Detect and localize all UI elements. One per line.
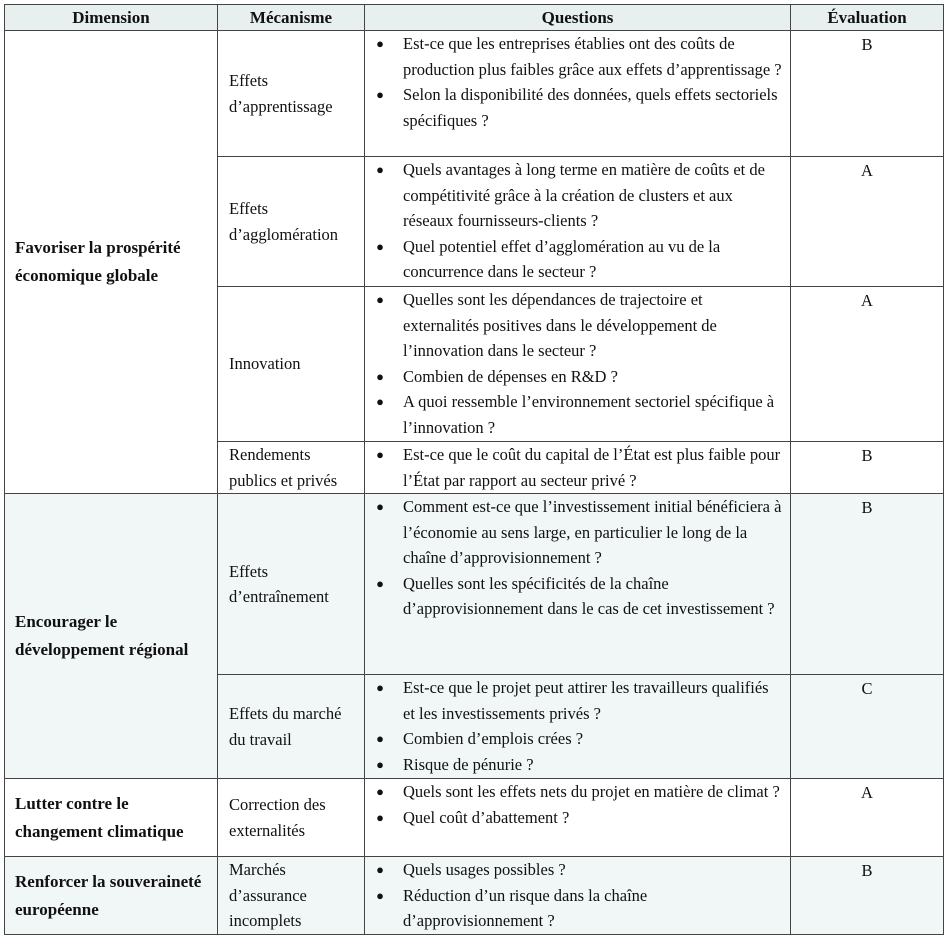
bullet-icon: ● [376, 680, 384, 695]
table-body [5, 31, 944, 935]
question-item [373, 82, 782, 133]
question-text: Quelles sont les dépendances de trajectoire et externalités positives dans le développement de l’innovation dans le secteur ? [403, 290, 717, 360]
question-item [373, 857, 782, 883]
questions-cell [365, 157, 791, 287]
mechanism-cell: Effets d’entraînement [218, 494, 365, 675]
question-list [373, 779, 782, 830]
question-list [373, 442, 782, 493]
header-dimension: Dimension [5, 5, 218, 31]
header-questions: Questions [365, 5, 791, 31]
bullet-icon: ● [376, 87, 384, 102]
question-text: Est-ce que le coût du capital de l’État est plus faible pour l’État par rapport au secteur privé ? [403, 445, 781, 490]
question-item [373, 364, 782, 390]
question-item [373, 675, 782, 726]
dimension-cell: Favoriser la prospérité économique globale [5, 31, 218, 494]
evaluation-cell: A [791, 779, 944, 857]
question-item [373, 883, 782, 934]
questions-cell [365, 857, 791, 935]
bullet-icon: ● [376, 292, 384, 307]
question-text: Réduction d’un risque dans la chaîne d’approvisionnement ? [403, 885, 648, 930]
question-list [373, 857, 782, 934]
question-item [373, 805, 782, 831]
dimension-cell: Renforcer la souveraineté européenne [5, 857, 218, 935]
bullet-icon: ● [376, 36, 384, 51]
question-text: Combien de dépenses en R&D ? [403, 366, 618, 386]
question-item [373, 571, 782, 622]
evaluation-cell: C [791, 675, 944, 779]
question-text: Quelles sont les spécificités de la chaîne d’approvisionnement dans le cas de cet investissement ? [403, 573, 775, 618]
evaluation-cell: B [791, 494, 944, 675]
evaluation-table [4, 4, 944, 935]
header-evaluation: Évaluation [791, 5, 944, 31]
mechanism-cell: Correction des externalités [218, 779, 365, 857]
question-text: Quels avantages à long terme en matière de coûts et de compétitivité grâce à la création de clusters et aux réseaux fournisseurs-clients ? [403, 160, 765, 230]
question-item [373, 779, 782, 805]
question-list [373, 287, 782, 440]
question-text: Quels usages possibles ? [403, 860, 566, 879]
bullet-icon: ● [376, 862, 384, 877]
mechanism-cell: Effets d’apprentissage [218, 31, 365, 157]
header-mechanism: Mécanisme [218, 5, 365, 31]
evaluation-cell: A [791, 287, 944, 442]
question-list [373, 157, 782, 285]
table-row [5, 857, 944, 935]
question-text: Est-ce que le projet peut attirer les travailleurs qualifiés et les investissements privés ? [403, 678, 769, 723]
question-text: Risque de pénurie ? [403, 754, 534, 774]
bullet-icon: ● [376, 447, 384, 462]
question-item [373, 389, 782, 440]
question-text: Comment est-ce que l’investissement initial bénéficiera à l’économie au sens large, en particulier le long de la chaîne d’approvisionnement ? [403, 497, 782, 567]
bullet-icon: ● [376, 731, 384, 746]
question-item [373, 287, 782, 364]
bullet-icon: ● [376, 809, 384, 825]
question-item [373, 31, 782, 82]
question-item [373, 752, 782, 778]
questions-cell [365, 287, 791, 442]
question-item [373, 442, 782, 493]
mechanism-cell: Effets d’agglomération [218, 157, 365, 287]
bullet-icon: ● [376, 887, 384, 903]
questions-cell [365, 675, 791, 779]
mechanism-cell: Rendements publics et privés [218, 442, 365, 494]
bullet-icon: ● [376, 394, 384, 409]
table-row [5, 31, 944, 157]
bullet-icon: ● [376, 368, 384, 384]
bullet-icon: ● [376, 756, 384, 772]
dimension-cell: Lutter contre le changement climatique [5, 779, 218, 857]
question-item [373, 494, 782, 571]
evaluation-cell: A [791, 157, 944, 287]
question-list [373, 31, 782, 133]
mechanism-cell: Marchés d’assurance incomplets [218, 857, 365, 935]
table-row [5, 779, 944, 857]
question-text: A quoi ressemble l’environnement sectoriel spécifique à l’innovation ? [403, 392, 775, 437]
bullet-icon: ● [376, 499, 384, 514]
bullet-icon: ● [376, 575, 384, 591]
questions-cell [365, 442, 791, 494]
evaluation-cell: B [791, 442, 944, 494]
mechanism-cell: Innovation [218, 287, 365, 442]
question-item [373, 157, 782, 234]
question-text: Quels sont les effets nets du projet en matière de climat ? [403, 782, 780, 801]
question-text: Est-ce que les entreprises établies ont des coûts de production plus faibles grâce aux effets d’apprentissage ? [403, 34, 782, 79]
question-text: Quel coût d’abattement ? [403, 807, 570, 827]
evaluation-cell: B [791, 31, 944, 157]
question-text: Combien d’emplois crées ? [403, 729, 584, 748]
bullet-icon: ● [376, 238, 384, 254]
question-item [373, 234, 782, 285]
questions-cell [365, 494, 791, 675]
questions-cell [365, 31, 791, 157]
dimension-cell: Encourager le développement régional [5, 494, 218, 779]
bullet-icon: ● [376, 784, 384, 799]
question-text: Quel potentiel effet d’agglomération au vu de la concurrence dans le secteur ? [403, 236, 721, 281]
question-item [373, 726, 782, 752]
question-list [373, 675, 782, 777]
table-row [5, 494, 944, 675]
header-row [5, 5, 944, 31]
questions-cell [365, 779, 791, 857]
question-text: Selon la disponibilité des données, quels effets sectoriels spécifiques ? [403, 85, 778, 130]
bullet-icon: ● [376, 162, 384, 177]
evaluation-cell: B [791, 857, 944, 935]
mechanism-cell: Effets du marché du travail [218, 675, 365, 779]
question-list [373, 494, 782, 622]
